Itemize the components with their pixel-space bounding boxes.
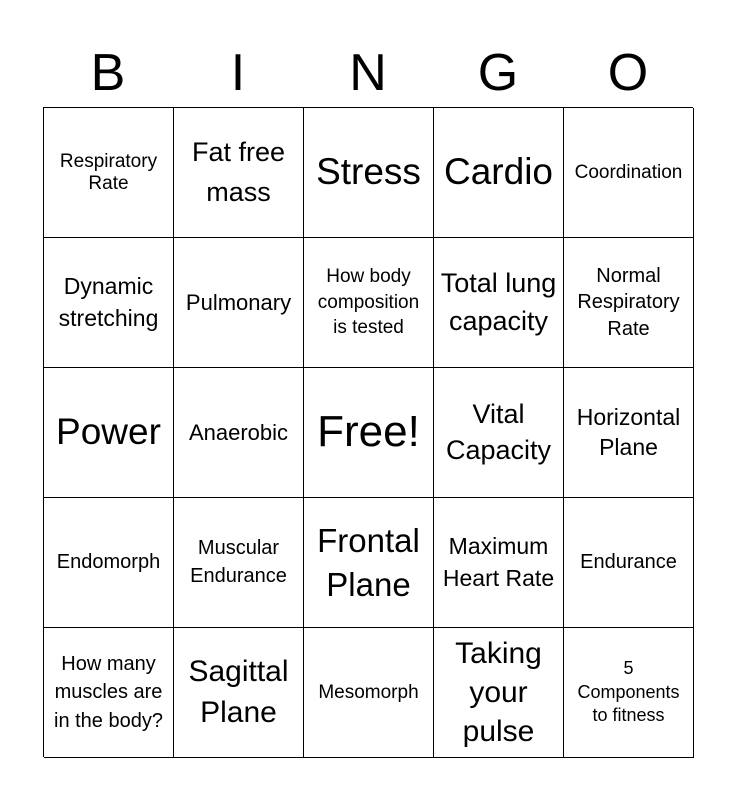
header-letter-o: O [607, 44, 649, 102]
bingo-cell[interactable] [564, 238, 694, 368]
cell-text: Power [56, 411, 161, 453]
bingo-cell[interactable] [44, 368, 174, 498]
cell-text: Mesomorph [318, 681, 419, 703]
cell-text: How many muscles are in the body? [54, 652, 163, 732]
bingo-cell[interactable] [434, 628, 564, 758]
bingo-cell[interactable] [564, 108, 694, 238]
cell-text: Frontal Plane [317, 521, 420, 603]
bingo-cell[interactable] [44, 498, 174, 628]
cell-text: Horizontal Plane [576, 404, 681, 460]
header-letter-n: N [349, 44, 387, 102]
free-space-text: Free! [317, 407, 420, 457]
bingo-header [43, 40, 693, 106]
cell-text: Stress [316, 151, 421, 193]
cell-text: Anaerobic [188, 419, 289, 445]
cell-text: Endomorph [56, 551, 161, 573]
cell-text: Pulmonary [185, 289, 292, 315]
header-letter-b: B [90, 44, 126, 102]
cell-text: Endurance [580, 551, 677, 573]
cell-text: Fat free mass [191, 137, 286, 207]
bingo-cell[interactable] [44, 238, 174, 368]
bingo-cell[interactable] [44, 628, 174, 758]
bingo-cell[interactable] [304, 238, 434, 368]
bingo-cell[interactable] [304, 498, 434, 628]
bingo-cell[interactable] [564, 368, 694, 498]
bingo-cell[interactable] [174, 238, 304, 368]
cell-text: 5 Components to fitness [577, 657, 680, 726]
bingo-cell[interactable] [304, 628, 434, 758]
bingo-cell[interactable] [564, 628, 694, 758]
cell-text: Normal Respiratory Rate [577, 264, 680, 340]
bingo-cell[interactable] [434, 108, 564, 238]
cell-text: Total lung capacity [440, 268, 557, 336]
cell-text: Cardio [444, 151, 553, 193]
header-letter-g: G [477, 44, 519, 102]
cell-text: Muscular Endurance [190, 536, 287, 587]
header-letter-i: I [230, 44, 246, 102]
cell-text: Taking your pulse [455, 637, 542, 748]
bingo-cell[interactable] [174, 498, 304, 628]
bingo-cell[interactable] [304, 108, 434, 238]
bingo-cell[interactable] [564, 498, 694, 628]
cell-text: Maximum Heart Rate [442, 532, 555, 591]
cell-text: How body composition is tested [317, 266, 420, 339]
bingo-cell[interactable] [434, 368, 564, 498]
bingo-cell[interactable] [44, 108, 174, 238]
bingo-cell[interactable] [174, 108, 304, 238]
bingo-cell[interactable] [434, 238, 564, 368]
cell-text: Vital Capacity [445, 398, 552, 465]
bingo-cell[interactable] [174, 368, 304, 498]
cell-text: Respiratory Rate [59, 150, 158, 194]
cell-text: Dynamic stretching [58, 273, 159, 331]
bingo-board [43, 107, 693, 757]
cell-text: Coordination [574, 161, 683, 183]
bingo-cell[interactable] [434, 498, 564, 628]
bingo-cell[interactable] [174, 628, 304, 758]
free-space-cell[interactable] [304, 368, 434, 498]
cell-text: Sagittal Plane [188, 655, 289, 729]
